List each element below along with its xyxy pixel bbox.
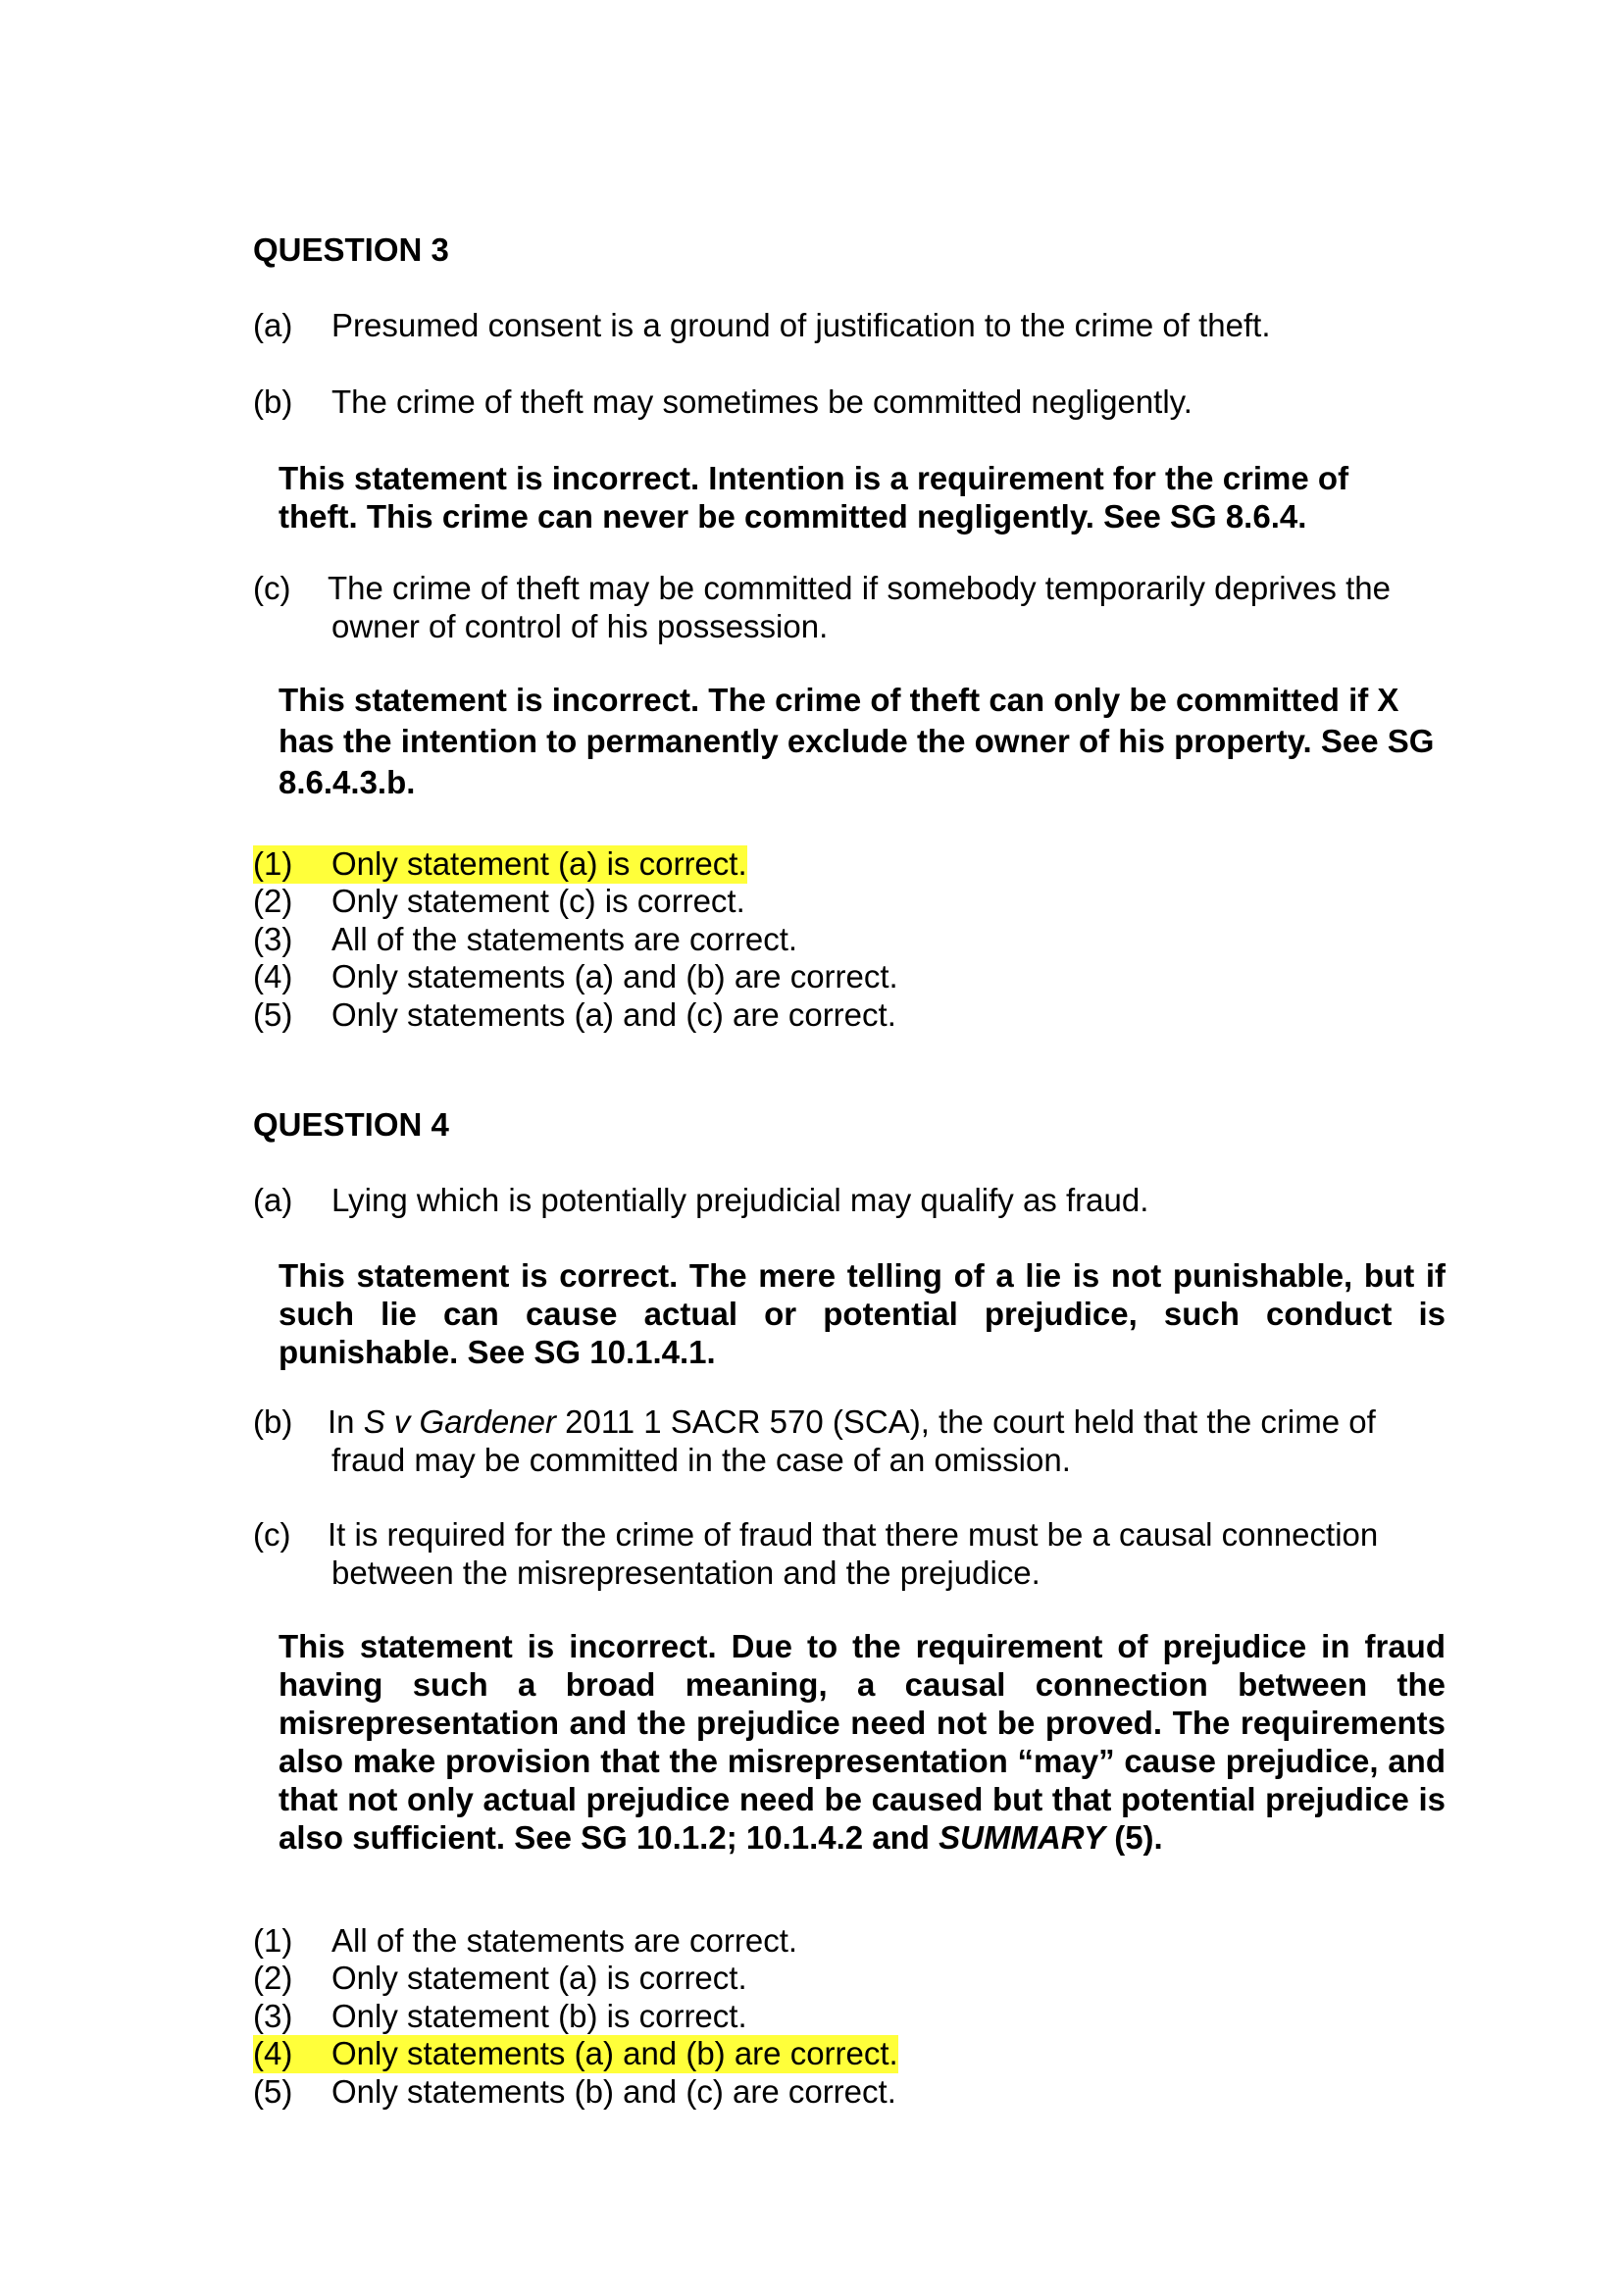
q4-option-4-correct	[253, 2035, 898, 2073]
option-number: (3)	[253, 921, 293, 957]
q3-option-4	[253, 958, 898, 996]
option-number: (2)	[253, 883, 293, 919]
question-4-heading: QUESTION 4	[253, 1106, 449, 1143]
q4-statement-a	[253, 1182, 1459, 1220]
option-text: Only statements (a) and (b) are correct.	[331, 958, 898, 994]
option-number: (1)	[253, 845, 331, 884]
statement-label: (c)	[253, 570, 291, 606]
option-text: Only statement (c) is correct.	[331, 883, 745, 919]
option-number: (3)	[253, 1998, 293, 2034]
q3-statement-a	[253, 307, 1459, 345]
option-text: Only statement (b) is correct.	[331, 1998, 747, 2034]
statement-label: (a)	[253, 307, 293, 343]
statement-label: (b)	[253, 1403, 293, 1440]
statement-text: Lying which is potentially prejudicial may qualify as fraud.	[331, 1182, 1149, 1218]
option-number: (5)	[253, 2073, 293, 2110]
q3-option-5	[253, 996, 896, 1035]
option-number: (2)	[253, 1960, 293, 1996]
statement-label: (c)	[253, 1516, 291, 1553]
option-text: Only statements (a) and (b) are correct.	[331, 2035, 898, 2071]
statement-line-2: owner of control of his possession.	[331, 607, 829, 644]
statement-label: (b)	[253, 383, 293, 420]
case-name: S v Gardener	[363, 1403, 556, 1440]
answer-body: This statement is incorrect. Due to the requirement of prejudice in fraud having such a broad meaning, a causal connection between the misrepresentation and the prejudice need not be proved. The requirements also make provision that the misrepresentation “may” cause prejudice, and that not only actual prejudice need be caused but that potential prejudice is also sufficient. See SG 10.1.2; 10.1.4.2 and	[279, 1628, 1446, 1856]
q3-statement-c	[253, 570, 1459, 646]
statement-text: The crime of theft may sometimes be committed negligently.	[331, 383, 1193, 420]
statement-line-2: between the misrepresentation and the prejudice.	[331, 1554, 1040, 1591]
statement-label: (a)	[253, 1182, 293, 1218]
statement-line-2: fraud may be committed in the case of an omission.	[331, 1441, 1071, 1478]
q4-statement-b	[253, 1403, 1459, 1480]
q3-option-2	[253, 883, 745, 921]
statement-line-1: It is required for the crime of fraud that there must be a causal connection	[328, 1516, 1379, 1553]
option-text: Only statements (b) and (c) are correct.	[331, 2073, 896, 2110]
q4-option-5	[253, 2073, 896, 2112]
q4-statement-c-answer	[279, 1628, 1446, 1858]
statement-text: Presumed consent is a ground of justification to the crime of theft.	[331, 307, 1271, 343]
option-number: (4)	[253, 958, 293, 994]
statement-prefix: In	[328, 1403, 364, 1440]
question-3-heading: QUESTION 3	[253, 231, 449, 268]
answer-tail: (5).	[1105, 1818, 1163, 1856]
option-text: All of the statements are correct.	[331, 921, 798, 957]
q4-statement-a-answer: This statement is correct. The mere telling of a lie is not punishable, but if such lie can cause actual or potential prejudice, such conduct is punishable. See SG 10.1.4.1.	[279, 1257, 1446, 1370]
option-text: Only statements (a) and (c) are correct.	[331, 996, 896, 1033]
statement-line-1: The crime of theft may be committed if somebody temporarily deprives the	[328, 570, 1391, 606]
q3-option-3	[253, 921, 797, 959]
q3-statement-b	[253, 383, 1459, 422]
q3-option-1-correct	[253, 845, 747, 884]
option-number: (1)	[253, 1922, 293, 1959]
q4-option-3	[253, 1998, 747, 2036]
option-text: Only statement (a) is correct.	[331, 1960, 747, 1996]
q3-statement-b-answer: This statement is incorrect. Intention is a requirement for the crime of theft. This crime can never be committed negligently. See SG 8.6.4.	[279, 460, 1349, 535]
q4-option-2	[253, 1960, 747, 1998]
q4-statement-c	[253, 1516, 1459, 1593]
option-text: Only statement (a) is correct.	[331, 845, 747, 882]
option-number: (5)	[253, 996, 293, 1033]
q3-statement-c-answer: This statement is incorrect. The crime of theft can only be committed if X has the intention to permanently exclude the owner of his property. See SG 8.6.4.3.b.	[279, 682, 1435, 801]
option-number: (4)	[253, 2035, 331, 2073]
summary-reference: SUMMARY	[939, 1818, 1106, 1856]
option-text: All of the statements are correct.	[331, 1922, 798, 1959]
statement-rest: 2011 1 SACR 570 (SCA), the court held that the crime of	[555, 1403, 1376, 1440]
q4-option-1	[253, 1922, 797, 1961]
